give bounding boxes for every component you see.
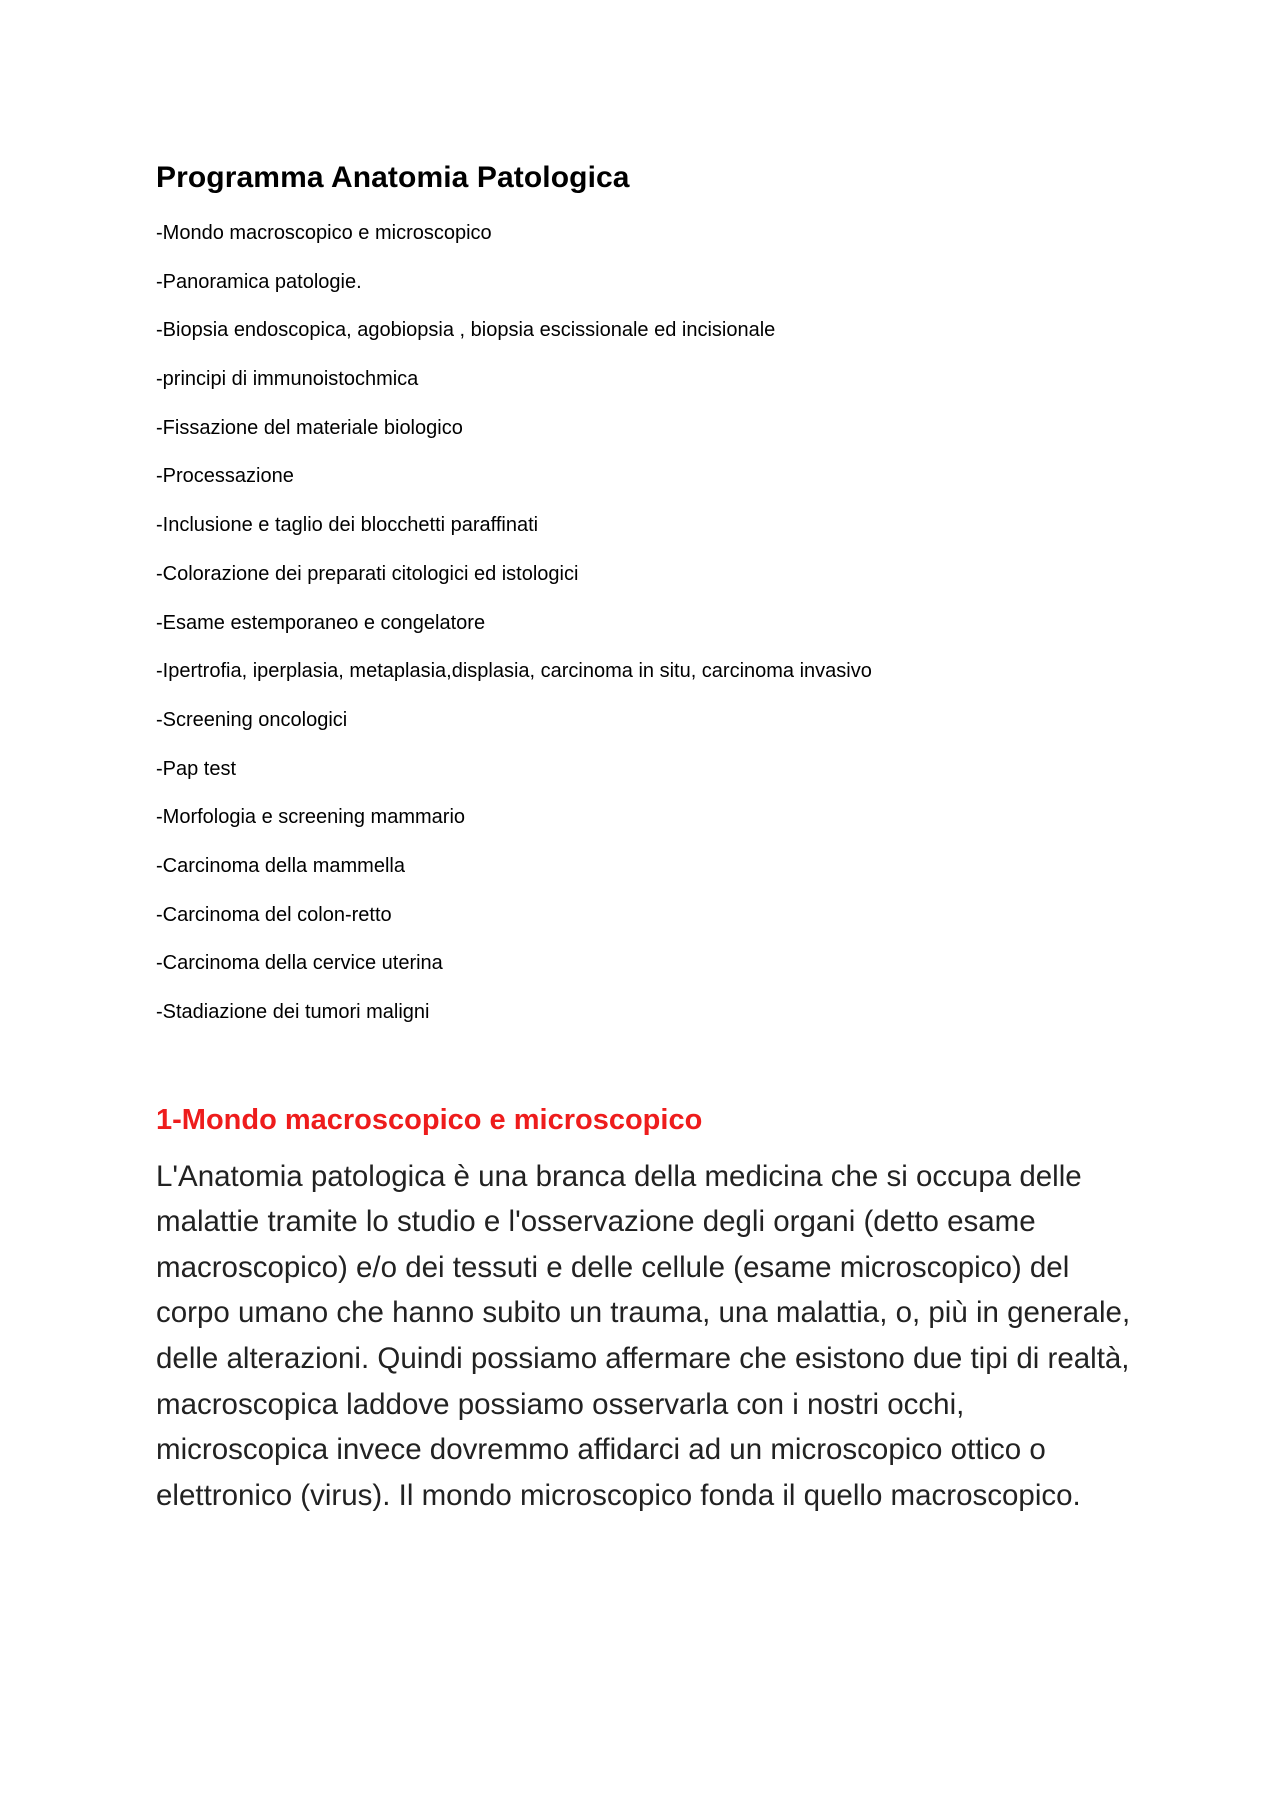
- page-content: [156, 158, 1136, 1518]
- topic-item: -Fissazione del materiale biologico: [156, 416, 463, 439]
- topic-list: [156, 209, 1136, 1037]
- topic-item: -Stadiazione dei tumori maligni: [156, 1001, 430, 1023]
- document-title: Programma Anatomia Patologica: [156, 161, 630, 194]
- topic-item: -Esame estemporaneo e congelatore: [156, 611, 486, 634]
- topic-item: -Carcinoma della mammella: [156, 854, 405, 877]
- topic-item: -Pap test: [156, 757, 237, 780]
- topic-item: -Colorazione dei preparati citologici ed istologici: [156, 562, 579, 585]
- section-heading: 1-Mondo macroscopico e microscopico: [156, 1103, 703, 1136]
- topic-item: -Carcinoma del colon-retto: [156, 903, 392, 926]
- topic-item: -Mondo macroscopico e microscopico: [156, 222, 492, 244]
- topic-item: -Biopsia endoscopica, agobiopsia , biopsia escissionale ed incisionale: [156, 319, 776, 342]
- section-body-paragraph: L'Anatomia patologica è una branca della medicina che si occupa delle malattie tramite lo studio e l'osservazione degli organi (detto esame macroscopico) e/o dei tessuti e delle cellule (esame microscopico) del corpo umano che hanno subito un trauma, una malattia, o, più in generale, delle alterazioni. Quindi possiamo affermare che esistono due tipi di realtà, macroscopica laddove possiamo osservarla con i nostri occhi, microscopica invece dovremmo affidarci ad un microscopico ottico o elettronico (virus). Il mondo microscopico fonda il quello macroscopico.: [156, 1159, 1131, 1512]
- topic-item: -Ipertrofia, iperplasia, metaplasia,displasia, carcinoma in situ, carcinoma invasivo: [156, 660, 872, 683]
- topic-item: -Screening oncologici: [156, 708, 348, 731]
- topic-item: -Carcinoma della cervice uterina: [156, 952, 443, 975]
- topic-item: -Processazione: [156, 465, 294, 488]
- topic-item: -Morfologia e screening mammario: [156, 806, 466, 829]
- topic-item: -Inclusione e taglio dei blocchetti paraffinati: [156, 514, 539, 537]
- topic-item: -Panoramica patologie.: [156, 270, 362, 293]
- topic-item: -principi di immunoistochmica: [156, 368, 419, 391]
